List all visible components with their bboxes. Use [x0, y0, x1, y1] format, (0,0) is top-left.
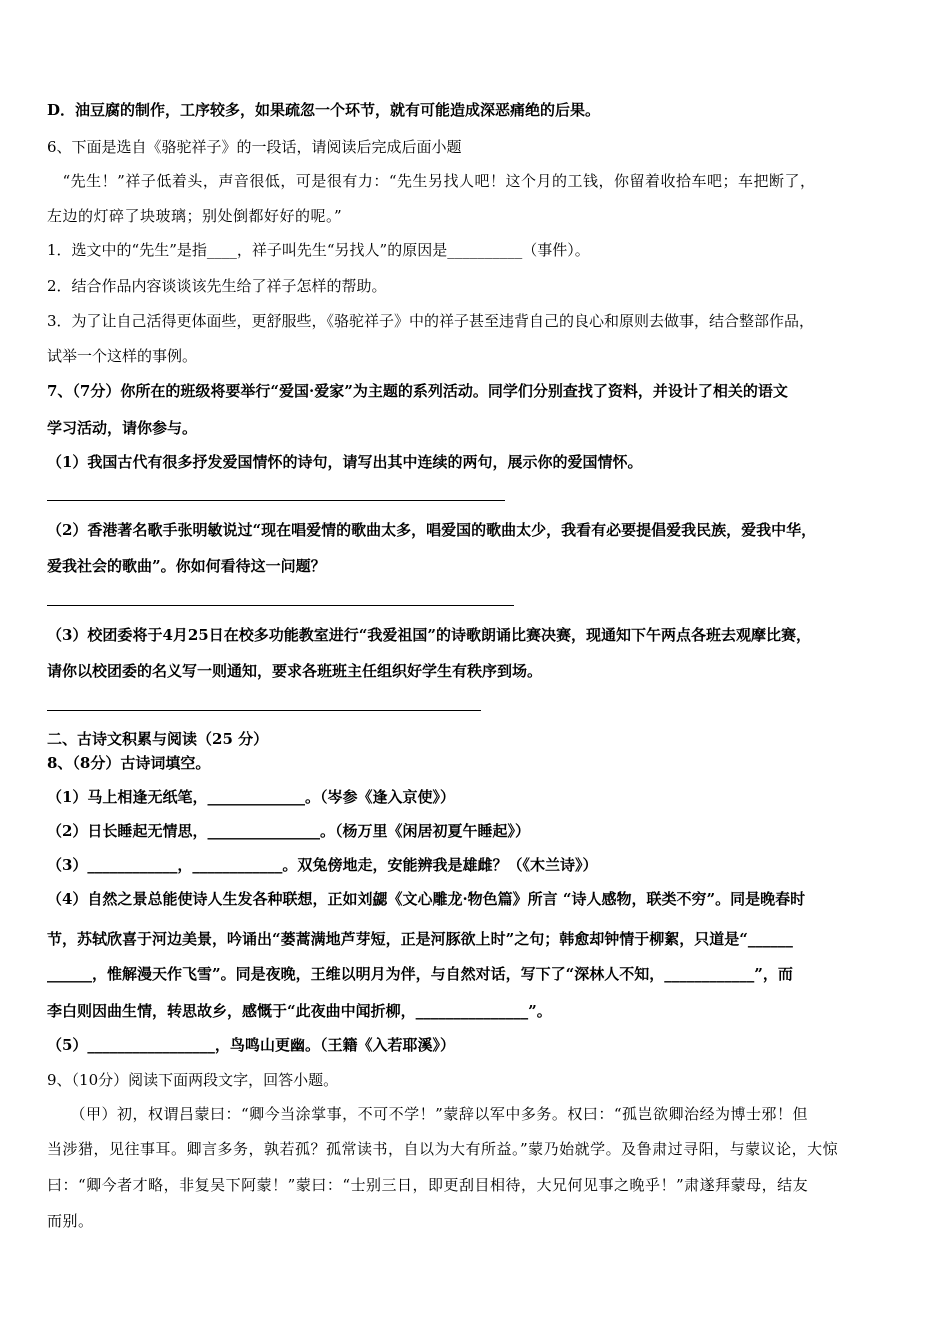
- q6-passage-line-2: 左边的灯碎了块玻璃；别处倒都好好的呢。”: [47, 207, 343, 225]
- q8-sub-3: （3）____________，____________。双兔傍地走，安能辨我是雄雌？（《木兰诗》）: [47, 856, 598, 874]
- q8-sub-1: （1）马上相逢无纸笔，_____________。（岑参《逢入京使》）: [47, 788, 455, 806]
- q9-passage-line-4: 而别。: [47, 1212, 94, 1230]
- q8-sub-4-line-4: 李白则因曲生情，转思故乡，感慨于“此夜曲中闻折柳，_______________”。: [47, 1002, 552, 1020]
- q7-sub-1: （1）我国古代有很多抒发爱国情怀的诗句，请写出其中连续的两句，展示你的爱国情怀。: [47, 453, 643, 471]
- answer-line-1: [47, 500, 505, 501]
- q6-stem: 6、下面是选自《骆驼祥子》的一段话，请阅读后完成后面小题: [47, 138, 462, 156]
- q7-stem-line-1: 7、（7分）你所在的班级将要举行“爱国·爱家”为主题的系列活动。同学们分别查找了资料，并设计了相关的语文: [47, 382, 788, 400]
- q8-sub-4-line-2: 节，苏轼欣喜于河边美景，吟诵出“蒌蒿满地芦芽短，正是河豚欲上时”之句；韩愈却钟情于柳絮，只道是“______: [47, 930, 793, 948]
- q6-sub-1: 1．选文中的“先生”是指____，祥子叫先生“另找人”的原因是__________（事件）。: [47, 241, 590, 259]
- q9-passage-line-2: 当涉猎，见往事耳。卿言多务，孰若孤？孤常读书，自以为大有所益。”蒙乃始就学。及鲁肃过寻阳，与蒙议论，大惊: [47, 1140, 839, 1158]
- q7-sub-3-line-1: （3）校团委将于4月25日在校多功能教室进行“我爱祖国”的诗歌朗诵比赛决赛，现通知下午两点各班去观摩比赛，: [47, 626, 812, 644]
- q6-sub-3-line-2: 试举一个这样的事例。: [47, 347, 198, 365]
- q7-stem-line-2: 学习活动，请你参与。: [47, 419, 198, 437]
- answer-line-2: [47, 605, 514, 606]
- q7-sub-2-line-2: 爱我社会的歌曲”。你如何看待这一问题？: [47, 557, 326, 575]
- q6-passage-line-1: “先生！”祥子低着头，声音很低，可是很有力：“先生另找人吧！这个月的工钱，你留着收拾车吧；车把断了，: [47, 172, 816, 190]
- q7-sub-3-line-2: 请你以校团委的名义写一则通知，要求各班班主任组织好学生有秩序到场。: [47, 662, 543, 680]
- q8-sub-2: （2）日长睡起无情思，_______________。（杨万里《闲居初夏午睡起》）: [47, 822, 530, 840]
- q6-sub-3-line-1: 3．为了让自己活得更体面些，更舒服些，《骆驼祥子》中的祥子甚至违背自己的良心和原则去做事，结合整部作品，: [47, 312, 815, 330]
- answer-line-3: [47, 710, 481, 711]
- q9-passage-line-3: 曰：“卿今者才略，非复吴下阿蒙！”蒙曰：“士别三日，即更刮目相待，大兄何见事之晚乎！”肃遂拜蒙母，结友: [47, 1176, 809, 1194]
- q8-sub-4-line-1: （4）自然之景总能使诗人生发各种联想，正如刘勰《文心雕龙·物色篇》所言 “诗人感物，联类不穷”。同是晚春时: [47, 890, 806, 908]
- q8-sub-5: （5）_________________，鸟鸣山更幽。（王籍《入若耶溪》）: [47, 1036, 455, 1054]
- option-d: D．油豆腐的制作，工序较多，如果疏忽一个环节，就有可能造成深恶痛绝的后果。: [47, 101, 601, 119]
- q8-sub-4-line-3: ______，惟解漫天作飞雪”。同是夜晚，王维以明月为伴，与自然对话，写下了“深林人不知，____________”，而: [47, 965, 793, 983]
- q6-sub-2: 2．结合作品内容谈谈该先生给了祥子怎样的帮助。: [47, 277, 387, 295]
- q8-stem: 8、（8分）古诗词填空。: [47, 754, 211, 772]
- q9-stem: 9、（10分）阅读下面两段文字，回答小题。: [47, 1071, 339, 1089]
- section-2-heading: 二、古诗文积累与阅读（25 分）: [47, 730, 269, 748]
- q7-sub-2-line-1: （2）香港著名歌手张明敏说过“现在唱爱情的歌曲太多，唱爱国的歌曲太少，我看有必要提倡爱我民族，爱我中华，: [47, 521, 817, 539]
- q9-passage-line-1: （甲）初，权谓吕蒙曰：“卿今当涂掌事，不可不学！”蒙辞以军中多务。权曰：“孤岂欲卿治经为博士邪！但: [47, 1105, 809, 1123]
